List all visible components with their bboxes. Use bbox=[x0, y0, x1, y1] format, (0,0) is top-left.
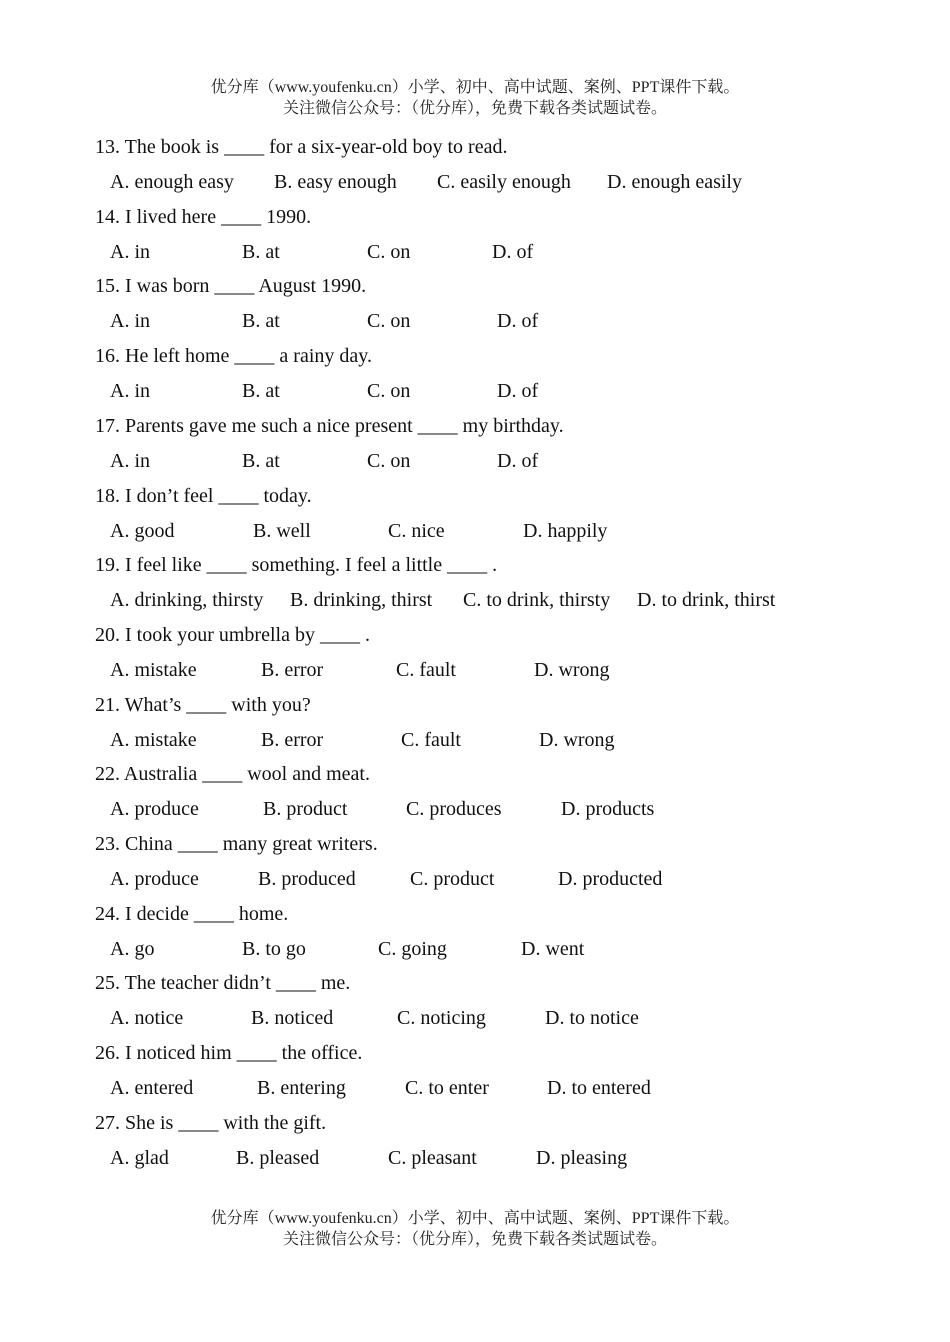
answer-option: D. of bbox=[492, 241, 534, 263]
answer-option: B. entering bbox=[257, 1077, 346, 1099]
answer-option: B. well bbox=[253, 520, 311, 542]
option-row bbox=[110, 588, 930, 612]
answer-option: B. pleased bbox=[236, 1147, 320, 1169]
answer-option: C. easily enough bbox=[437, 171, 571, 193]
question-text: 21. What’s ____ with you? bbox=[95, 694, 311, 716]
answer-option: B. at bbox=[242, 310, 280, 332]
header-line-2: 关注微信公众号：（优分库），免费下载各类试题试卷。 bbox=[282, 100, 667, 117]
answer-option: B. produced bbox=[258, 868, 356, 890]
question-text: 25. The teacher didn’t ____ me. bbox=[95, 972, 351, 994]
answer-option: A. mistake bbox=[110, 729, 197, 751]
answer-option: A. entered bbox=[110, 1077, 194, 1099]
option-row bbox=[110, 797, 930, 821]
answer-option: B. error bbox=[261, 659, 324, 681]
answer-option: B. error bbox=[261, 729, 324, 751]
answer-option: B. at bbox=[242, 241, 280, 263]
answer-option: C. on bbox=[367, 450, 411, 472]
footer-line-2: 关注微信公众号：（优分库），免费下载各类试题试卷。 bbox=[282, 1231, 667, 1248]
answer-option: A. in bbox=[110, 241, 150, 263]
answer-option: A. good bbox=[110, 520, 175, 542]
footer-line-1: 优分库（www.youfenku.cn）小学、初中、高中试题、案例、PPT课件下载。 bbox=[210, 1210, 740, 1227]
answer-option: C. to enter bbox=[405, 1077, 489, 1099]
answer-option: A. in bbox=[110, 310, 150, 332]
answer-option: B. at bbox=[242, 450, 280, 472]
answer-option: C. pleasant bbox=[388, 1147, 477, 1169]
question-text: 16. He left home ____ a rainy day. bbox=[95, 345, 372, 367]
question-text: 18. I don’t feel ____ today. bbox=[95, 485, 312, 507]
answer-option: D. to drink, thirst bbox=[637, 589, 776, 611]
answer-option: A. produce bbox=[110, 798, 199, 820]
answer-option: C. produces bbox=[406, 798, 502, 820]
answer-option: D. wrong bbox=[534, 659, 610, 681]
page-header bbox=[0, 77, 950, 119]
answer-option: C. on bbox=[367, 380, 411, 402]
answer-option: A. enough easy bbox=[110, 171, 234, 193]
answer-option: C. going bbox=[378, 938, 447, 960]
option-row bbox=[110, 240, 930, 264]
question-text: 22. Australia ____ wool and meat. bbox=[95, 763, 370, 785]
answer-option: A. glad bbox=[110, 1147, 169, 1169]
option-row bbox=[110, 867, 930, 891]
answer-option: A. go bbox=[110, 938, 155, 960]
answer-option: A. in bbox=[110, 380, 150, 402]
answer-option: A. drinking, thirsty bbox=[110, 589, 264, 611]
question-text: 26. I noticed him ____ the office. bbox=[95, 1042, 363, 1064]
answer-option: C. product bbox=[410, 868, 495, 890]
answer-option: C. to drink, thirsty bbox=[463, 589, 611, 611]
answer-option: C. nice bbox=[388, 520, 445, 542]
option-row bbox=[110, 170, 930, 194]
answer-option: D. wrong bbox=[539, 729, 615, 751]
answer-option: C. on bbox=[367, 241, 411, 263]
answer-option: D. to notice bbox=[545, 1007, 639, 1029]
answer-option: C. fault bbox=[401, 729, 461, 751]
answer-option: C. noticing bbox=[397, 1007, 486, 1029]
answer-option: D. to entered bbox=[547, 1077, 651, 1099]
option-row bbox=[110, 1006, 930, 1030]
answer-option: D. products bbox=[561, 798, 655, 820]
answer-option: B. at bbox=[242, 380, 280, 402]
question-text: 27. She is ____ with the gift. bbox=[95, 1112, 327, 1134]
question-text: 19. I feel like ____ something. I feel a little ____ . bbox=[95, 554, 498, 576]
answer-option: B. drinking, thirst bbox=[290, 589, 433, 611]
question-text: 17. Parents gave me such a nice present ____ my birthday. bbox=[95, 415, 564, 437]
option-row bbox=[110, 1076, 930, 1100]
question-text: 24. I decide ____ home. bbox=[95, 903, 289, 925]
option-row bbox=[110, 658, 930, 682]
option-row bbox=[110, 1146, 930, 1170]
option-row bbox=[110, 379, 930, 403]
question-text: 15. I was born ____ August 1990. bbox=[95, 275, 367, 297]
answer-option: D. pleasing bbox=[536, 1147, 628, 1169]
answer-option: B. to go bbox=[242, 938, 306, 960]
option-row bbox=[110, 937, 930, 961]
answer-option: D. enough easily bbox=[607, 171, 742, 193]
option-row bbox=[110, 449, 930, 473]
answer-option: D. producted bbox=[558, 868, 663, 890]
question-text: 23. China ____ many great writers. bbox=[95, 833, 378, 855]
answer-option: C. fault bbox=[396, 659, 456, 681]
answer-option: D. of bbox=[497, 450, 539, 472]
option-row bbox=[110, 728, 930, 752]
option-row bbox=[110, 519, 930, 543]
page-footer bbox=[0, 1208, 950, 1250]
answer-option: B. easy enough bbox=[274, 171, 397, 193]
answer-option: B. product bbox=[263, 798, 348, 820]
question-text: 13. The book is ____ for a six-year-old boy to read. bbox=[95, 136, 508, 158]
answer-option: A. produce bbox=[110, 868, 199, 890]
answer-option: A. notice bbox=[110, 1007, 184, 1029]
answer-option: B. noticed bbox=[251, 1007, 334, 1029]
answer-option: D. of bbox=[497, 380, 539, 402]
answer-option: D. happily bbox=[523, 520, 608, 542]
option-row bbox=[110, 309, 930, 333]
answer-option: C. on bbox=[367, 310, 411, 332]
answer-option: A. mistake bbox=[110, 659, 197, 681]
answer-option: D. went bbox=[521, 938, 585, 960]
answer-option: A. in bbox=[110, 450, 150, 472]
question-text: 20. I took your umbrella by ____ . bbox=[95, 624, 370, 646]
question-text: 14. I lived here ____ 1990. bbox=[95, 206, 312, 228]
answer-option: D. of bbox=[497, 310, 539, 332]
header-line-1: 优分库（www.youfenku.cn）小学、初中、高中试题、案例、PPT课件下载。 bbox=[210, 79, 740, 96]
